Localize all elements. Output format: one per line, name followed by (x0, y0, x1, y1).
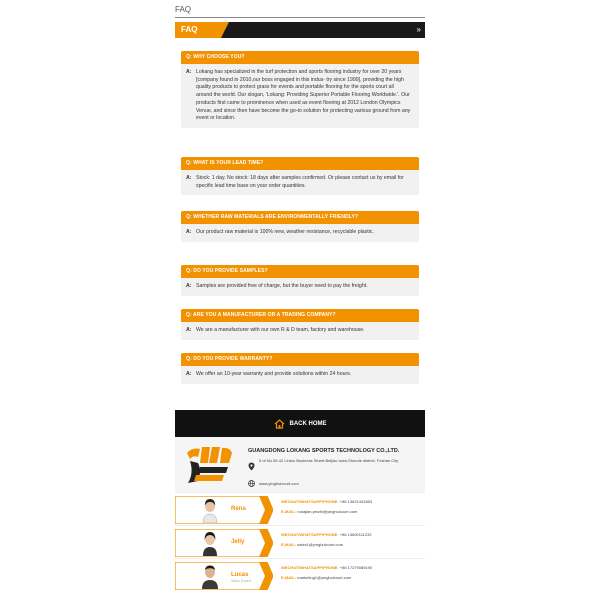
email-row (281, 509, 357, 514)
email-label: E-MAIL: (281, 575, 297, 580)
faq-item (181, 211, 419, 242)
avatar (199, 563, 221, 589)
website-link[interactable]: www.yinghuicourt.com (259, 480, 299, 486)
back-home-label: BACK HOME (289, 420, 327, 427)
company-info (175, 437, 425, 492)
answer-marker: A: (186, 327, 192, 333)
home-icon (274, 419, 285, 429)
email-label: E-MAIL: (281, 542, 297, 547)
contact-card (175, 558, 425, 592)
website-row (248, 474, 299, 492)
contact-badge (175, 496, 273, 524)
faq-answer (181, 170, 419, 195)
faq-answer (181, 366, 419, 384)
phone-row (281, 565, 372, 570)
email-value[interactable]: marketing1@yinghuicourt.com (297, 575, 352, 580)
contact-card (175, 525, 425, 559)
phone-row (281, 499, 372, 504)
answer-text: We offer an 10-year warranty and provide solutions within 24 hours. (196, 371, 352, 377)
answer-marker: A: (186, 283, 192, 289)
answer-text: Our product raw material is 100% new, weather resistance, recyclable plastic. (196, 229, 374, 235)
answer-text: Samples are provided free of charge, but the buyer need to pay the freight. (196, 283, 368, 289)
faq-question[interactable]: Q: DO YOU PROVIDE SAMPLES? (181, 265, 419, 278)
avatar (199, 530, 221, 556)
answer-marker: A: (186, 175, 192, 181)
page-title: FAQ (175, 5, 425, 18)
globe-icon (248, 474, 255, 492)
contact-role: Sales Expert (231, 579, 251, 583)
faq-item (181, 51, 419, 128)
email-value[interactable]: ronajian.peizhi@yinghuicourt.com (297, 509, 358, 514)
faq-answer (181, 278, 419, 296)
faq-question[interactable]: Q: WHY CHOOSE YOU? (181, 51, 419, 64)
faq-answer (181, 224, 419, 242)
faq-answer (181, 64, 419, 128)
phone-label: WECHAT/WHATSAPP/PHONE: (281, 499, 339, 504)
faq-item (181, 157, 419, 195)
faq-item (181, 353, 419, 384)
faq-item (181, 265, 419, 296)
email-row (281, 575, 351, 580)
chevron-double-icon[interactable]: » (416, 25, 421, 34)
answer-marker: A: (186, 229, 192, 235)
phone-label: WECHAT/WHATSAPP/PHONE: (281, 532, 339, 537)
contact-badge (175, 562, 273, 590)
company-address: 5 of No.39-42 Lintou Business Street,Beijiao town,Shunde district, Foshan City (259, 458, 399, 463)
phone-value[interactable]: +86 13692111232 (339, 532, 372, 537)
answer-marker: A: (186, 69, 192, 75)
phone-value[interactable]: +86 13621442653 (339, 499, 373, 504)
answer-text: We are a manufacturer with our own R & D team, factory and warehouse. (196, 327, 365, 333)
faq-section-header (175, 22, 425, 38)
company-name: GUANGDONG LOKANG SPORTS TECHNOLOGY CO.,LTD. (248, 448, 400, 454)
contact-name: Lucas (231, 572, 249, 578)
faq-question[interactable]: Q: DO YOU PROVIDE WARRANTY? (181, 353, 419, 366)
faq-tab: FAQ (175, 22, 221, 38)
email-label: E-MAIL: (281, 509, 297, 514)
contact-name: Jelly (231, 539, 245, 545)
contact-card (175, 492, 425, 526)
answer-marker: A: (186, 371, 192, 377)
faq-question[interactable]: Q: ARE YOU A MANUFACTURER OR A TRADING COMPANY? (181, 309, 419, 322)
faq-question[interactable]: Q: WHAT IS YOUR LEAD TIME? (181, 157, 419, 170)
faq-answer (181, 322, 419, 340)
faq-item (181, 309, 419, 340)
faq-question[interactable]: Q: WHETHER RAW MATERIALS ARE ENVIRONMENTALLY FRIENDLY? (181, 211, 419, 224)
back-home-button[interactable] (175, 410, 425, 437)
avatar (199, 497, 221, 523)
email-row (281, 542, 343, 547)
answer-text: Stock: 1 day. No stock: 18 days after samples confirmed. Or please contact us by email for specific lead time base on your order quantities. (196, 175, 404, 189)
email-value[interactable]: sales1@yinghuicourt.com (297, 542, 344, 547)
phone-row (281, 532, 372, 537)
answer-text: Lokang has specialized in the turf protection and sports flooring industry for over 20 years [company found in 2010,our boss engaged in this indus- try since 1999], providing the high quality products to protect grass for events and portable flooring for the sports court all around the world. Our slogan, 'Lokang: Providing Superior Portable Flooring Worldwide.'. Our products first came to prominence when used as event flooring at 2012 London Olympics Venue, and since then have become the go-to solution for protecting various ground from any event or location. (196, 69, 411, 122)
company-logo (184, 443, 236, 487)
phone-label: WECHAT/WHATSAPP/PHONE: (281, 565, 339, 570)
contact-name: Rena (231, 506, 246, 512)
contact-badge (175, 529, 273, 557)
phone-value[interactable]: +86 17279089190 (339, 565, 373, 570)
